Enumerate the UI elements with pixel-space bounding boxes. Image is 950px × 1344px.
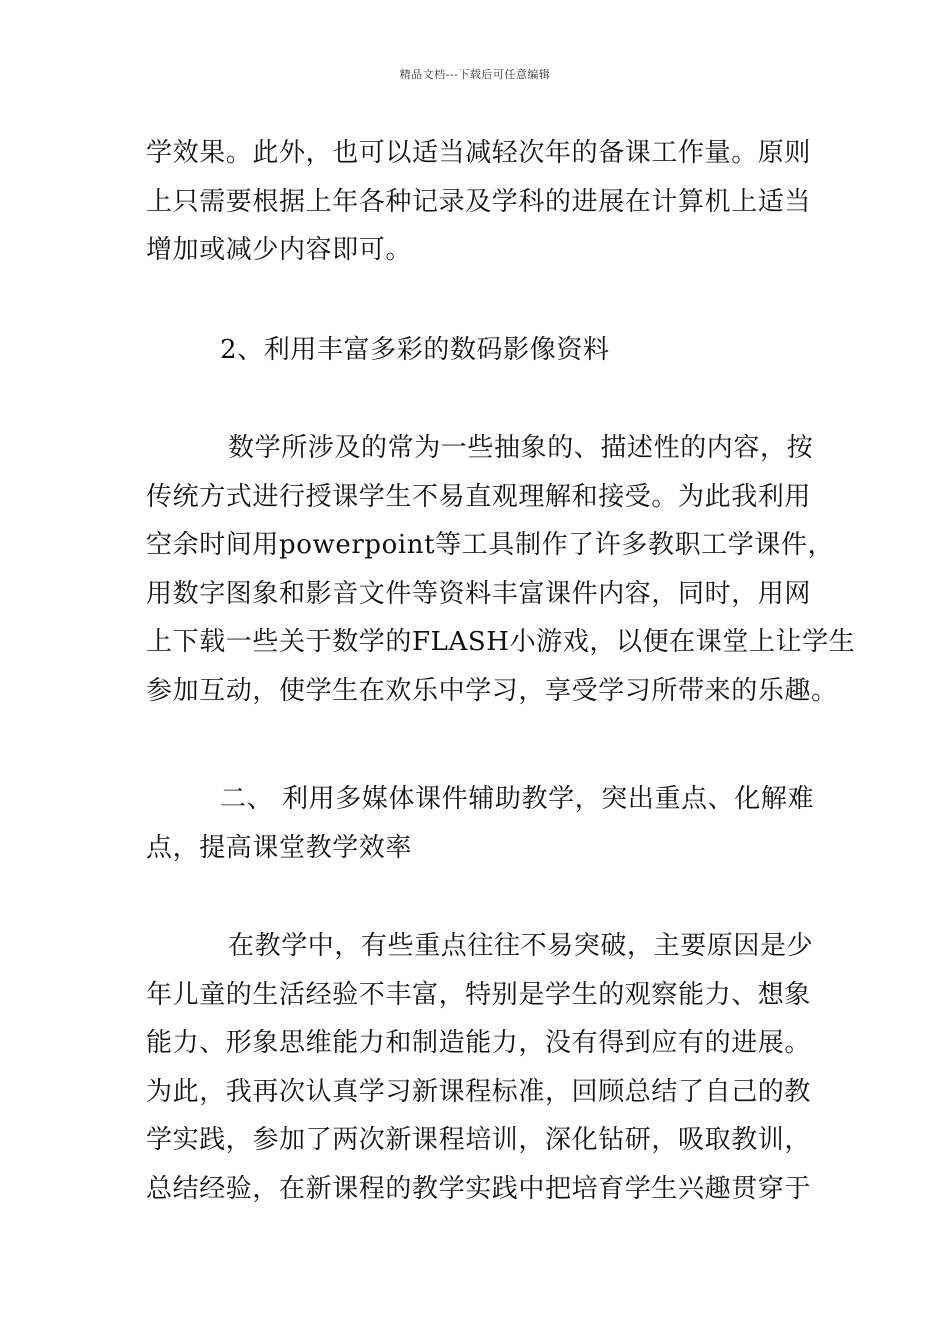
- text-line: 用数字图象和影音文件等资料丰富课件内容，同时，用网: [146, 578, 812, 609]
- text-line: 传统方式进行授课学生不易直观理解和接受。为此我利用: [146, 481, 812, 512]
- text-line: 总结经验，在新课程的教学实践中把培育学生兴趣贯穿于: [146, 1173, 812, 1204]
- page-header: 精品文档---下载后可任意编辑: [399, 68, 551, 81]
- text-line: 在教学中，有些重点往往不易突破，主要原因是少: [228, 931, 814, 961]
- paragraph-digital-media: [146, 424, 856, 715]
- section-heading-2: [146, 326, 808, 375]
- text-line: 为此，我再次认真学习新课程标准，回顾总结了自己的教: [146, 1076, 812, 1107]
- text-line: 增加或减少内容即可。: [146, 235, 413, 265]
- text-line: 学效果。此外，也可以适当减轻次年的备课工作量。原则: [146, 138, 812, 168]
- heading-line: 2、利用丰富多彩的数码影像资料: [220, 335, 610, 365]
- text-line: 年儿童的生活经验不丰富，特别是学生的观察能力、想象: [146, 979, 812, 1010]
- heading-line: 点，提高课堂教学效率: [146, 832, 413, 863]
- text-line: 空余时间用powerpoint等工具制作了许多教职工学课件，: [146, 530, 835, 560]
- heading-line: 二、 利用多媒体课件辅助教学，突出重点、化解难: [220, 784, 815, 814]
- text-line: 参加互动，使学生在欢乐中学习，享受学习所带来的乐趣。: [146, 675, 838, 706]
- text-line: 学实践，参加了两次新课程培训，深化钻研，吸取教训，: [146, 1125, 812, 1155]
- text-line: 上下载一些关于数学的FLASH小游戏，以便在课堂上让学生: [146, 627, 856, 657]
- section-heading-two: [146, 775, 815, 872]
- paragraph-continuation: [146, 129, 812, 275]
- text-line: 上只需要根据上年各种记录及学科的进展在计算机上适当: [146, 186, 812, 217]
- paragraph-teaching: [146, 922, 814, 1213]
- text-line: 数学所涉及的常为一些抽象的、描述性的内容，按: [228, 433, 814, 463]
- text-line: 能力、形象思维能力和制造能力，没有得到应有的进展。: [146, 1028, 812, 1058]
